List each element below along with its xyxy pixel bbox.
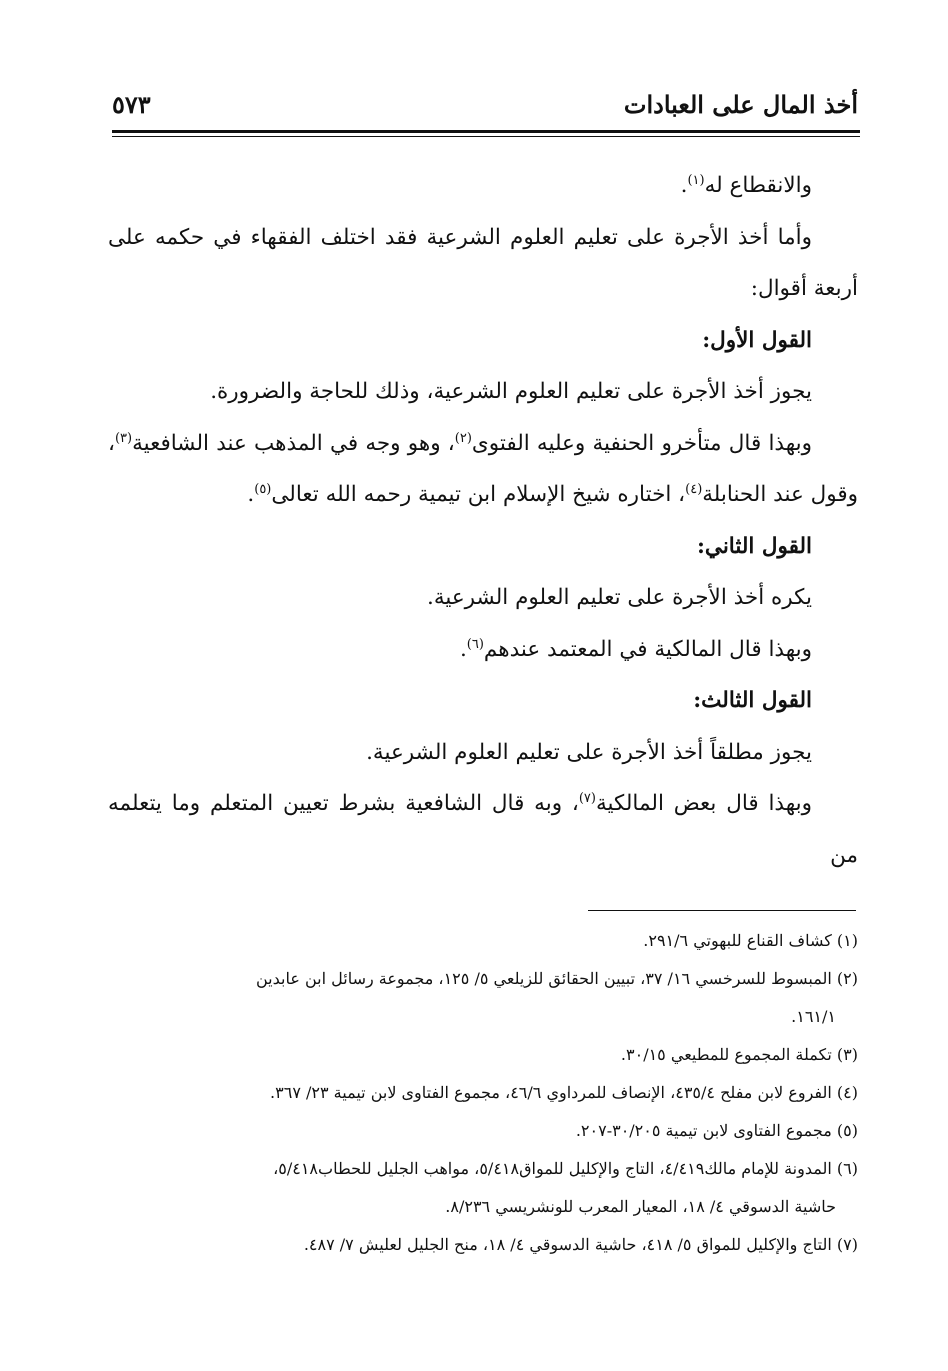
paragraph-6: وبهذا قال المالكية في المعتمد عندهم$^{(٦)}$. xyxy=(459,636,812,662)
footnote-3: (٣) تكملة المجموع للمطيعي ٣٠/١٥. xyxy=(620,1045,858,1064)
footnote-7: (٧) التاج والإكليل للمواق ٥/ ٤١٨، حاشية الدسوقي ٤/ ١٨، منح الجليل لعليش ٧/ ٤٨٧. xyxy=(303,1235,858,1254)
paragraph-4: وبهذا قال متأخرو الحنفية وعليه الفتوى$^{(٢)}$، وهو وجه في المذهب عند الشافعية$^{(٣)}$، وقول عند الحنابلة$^{(٤)}$، اختاره شيخ الإسلام ابن تيمية رحمه الله تعالى$^{(٥)}$. xyxy=(108,430,858,507)
footnote-ref-1: (١) xyxy=(687,172,705,188)
heading-second-opinion: القول الثاني: xyxy=(696,533,812,559)
heading-first-opinion: القول الأول: xyxy=(702,327,812,353)
footnote-5: (٥) مجموع الفتاوى لابن تيمية ٣٠/٢٠٥-٢٠٧. xyxy=(575,1121,858,1140)
footnote-6-continuation: حاشية الدسوقي ٤/ ١٨، المعيار المعرب للونشريسي ٨/٢٣٦. xyxy=(445,1197,836,1216)
footnote-2-continuation: ١٦١/١. xyxy=(791,1007,836,1026)
footnotes xyxy=(112,922,858,1264)
footnote-1: (١) كشاف القناع للبهوتي ٢٩١/٦. xyxy=(643,931,858,950)
page-number: ٥٧٣ xyxy=(112,89,151,119)
footnote-6: (٦) المدونة للإمام مالك٤/٤١٩، التاج والإكليل للمواق٥/٤١٨، مواهب الجليل للحطاب٥/٤١٨، xyxy=(273,1159,858,1178)
paragraph-3: يجوز أخذ الأجرة على تعليم العلوم الشرعية، وذلك للحاجة والضرورة. xyxy=(210,379,812,404)
paragraph-2: وأما أخذ الأجرة على تعليم العلوم الشرعية فقد اختلف الفقهاء في حكمه على أربعة أقوال: xyxy=(108,224,858,301)
paragraph-5: يكره أخذ الأجرة على تعليم العلوم الشرعية. xyxy=(426,585,812,610)
header-rule-thin xyxy=(112,136,860,137)
page-header xyxy=(112,84,858,124)
paragraph-7: يجوز مطلقاً أخذ الأجرة على تعليم العلوم الشرعية. xyxy=(366,739,812,765)
paragraph-1: والانقطاع له$^{(١)}$. xyxy=(680,172,812,198)
running-title: أخذ المال على العبادات xyxy=(623,89,858,119)
footnote-ref-4: (٤) xyxy=(685,481,703,497)
footnote-2: (٢) المبسوط للسرخسي ١٦/ ٣٧، تبيين الحقائق للزيلعي ٥/ ١٢٥، مجموعة رسائل ابن عابدين xyxy=(255,969,858,988)
footnote-ref-2: (٢) xyxy=(454,430,472,446)
header-rule-thick xyxy=(112,130,860,133)
footnote-4: (٤) الفروع لابن مفلح ٤٣٥/٤، الإنصاف للمرداوي ٤٦/٦، مجموع الفتاوى لابن تيمية ٢٣/ ٣٦٧. xyxy=(270,1083,858,1102)
footnote-ref-3: (٣) xyxy=(114,430,133,446)
paragraph-8: وبهذا قال بعض المالكية$^{(٧)}$، وبه قال الشافعية بشرط تعيين المتعلم وما يتعلمه من xyxy=(108,790,858,868)
heading-third-opinion: القول الثالث: xyxy=(693,688,812,713)
footnote-ref-7: (٧) xyxy=(578,790,596,806)
footnote-separator xyxy=(588,910,856,911)
footnote-ref-6: (٦) xyxy=(466,636,484,652)
footnote-ref-5: (٥) xyxy=(254,481,272,497)
main-text xyxy=(108,160,858,881)
